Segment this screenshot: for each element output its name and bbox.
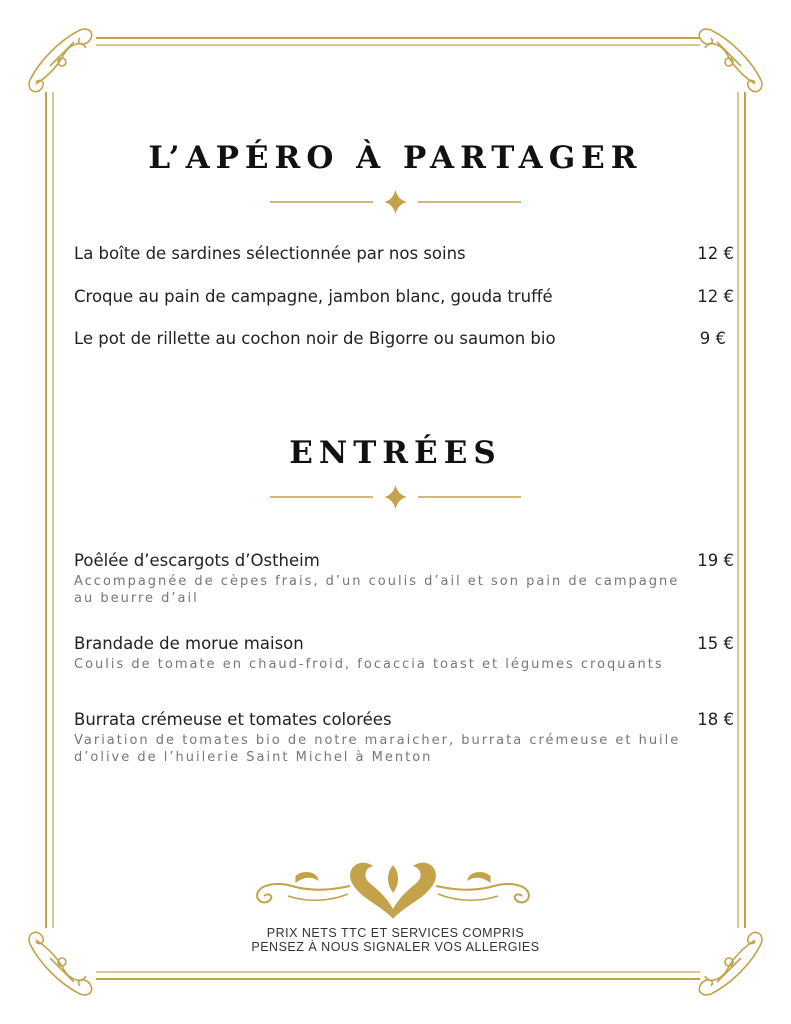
- footer-prices-note: PRIX NETS TTC ET SERVICES COMPRIS: [266, 926, 525, 940]
- item-name: La boîte de sardines sélectionnée par nos soins: [74, 244, 466, 263]
- item-description: Coulis de tomate en chaud-froid, focaccia toast et légumes croquants: [74, 657, 664, 672]
- section-title-entrees: ENTRÉES: [289, 435, 502, 471]
- item-name: Le pot de rillette au cochon noir de Bigorre ou saumon bio: [74, 329, 556, 348]
- flourish-ornament-icon: [248, 852, 538, 922]
- item-name: Poêlée d’escargots d’Ostheim: [74, 551, 320, 570]
- diamond-star-icon: [384, 190, 407, 214]
- item-price: 18 €: [697, 710, 734, 729]
- section-title-apero: L’APÉRO À PARTAGER: [148, 140, 643, 176]
- corner-ornament-icon: [29, 29, 92, 92]
- footer-allergies-note: PENSEZ À NOUS SIGNALER VOS ALLERGIES: [251, 940, 540, 954]
- item-name: Burrata crémeuse et tomates colorées: [74, 710, 392, 729]
- item-price: 15 €: [697, 634, 734, 653]
- item-price: 19 €: [697, 551, 734, 570]
- diamond-star-icon: [384, 485, 407, 509]
- item-description: Accompagnée de cèpes frais, d’un coulis d’ail et son pain de campagne au beurre d’ail: [74, 574, 680, 606]
- item-price: 12 €: [697, 244, 734, 263]
- item-price: 9 €: [699, 329, 726, 348]
- section-divider: [268, 190, 523, 214]
- item-description: Variation de tomates bio de notre maraicher, burrata crémeuse et huile d’olive de l’huilerie Saint Michel à Menton: [74, 733, 681, 765]
- section-divider: [268, 485, 523, 509]
- item-price: 12 €: [697, 287, 734, 306]
- item-name: Croque au pain de campagne, jambon blanc, gouda truffé: [74, 287, 553, 306]
- item-name: Brandade de morue maison: [74, 634, 304, 653]
